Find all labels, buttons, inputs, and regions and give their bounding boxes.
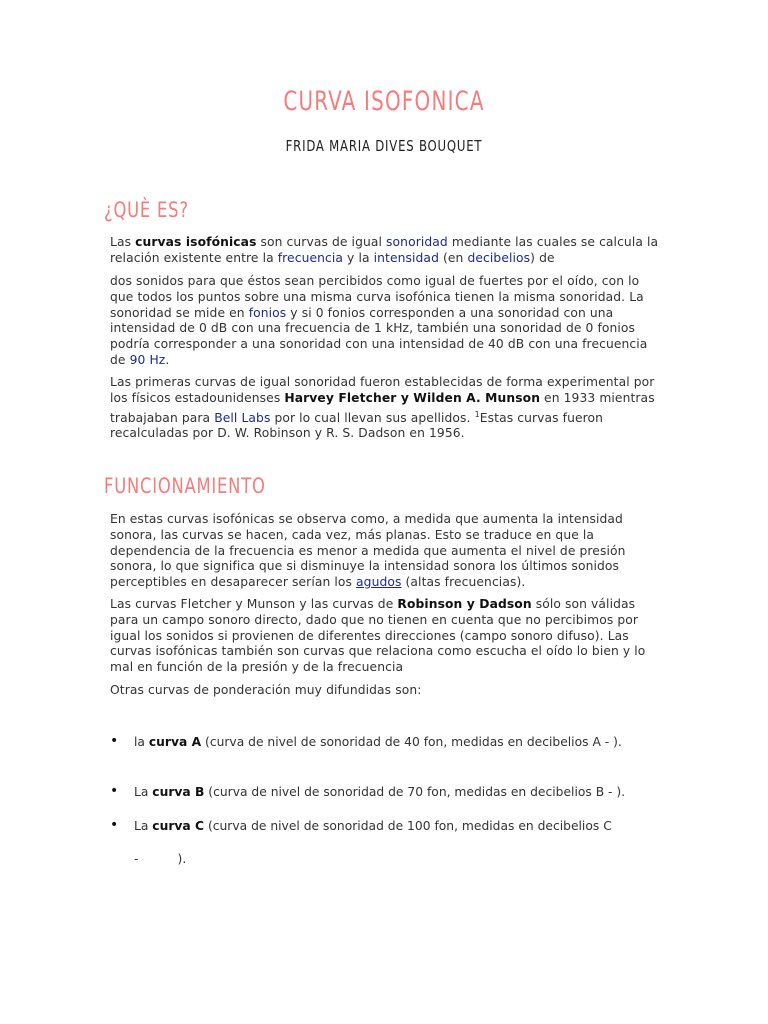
paragraph-funcionamiento: En estas curvas isofónicas se observa como, a medida que aumenta la intensidad sonora, las curvas se hacen, cada vez, más planas. Esto se traduce en que la dependencia de la frecuencia es menor a medida que aumenta el nivel de presión sonora, lo que significa que si disminuye la intensidad sonora los últimos sonidos perceptibles en desaparecer serían los agudos (altas frecuencias). — [110, 512, 626, 590]
footnote-ref[interactable]: 1 — [474, 409, 480, 419]
link-sonoridad[interactable]: sonoridad — [386, 235, 448, 249]
paragraph-definition: Las curvas isofónicas son curvas de igual sonoridad mediante las cuales se calcula la relación existente entre la frecuencia y la intensidad (en decibelios) de — [110, 235, 659, 265]
document-title: CURVA ISOFONICA — [283, 86, 485, 117]
link-bell-labs[interactable]: Bell Labs — [214, 410, 271, 425]
list-item-continuation: - ). — [134, 852, 187, 866]
bold-curva-b: curva B — [152, 785, 205, 799]
paragraph-sonoridad: dos sonidos para que éstos sean percibidos como igual de fuertes por el oído, con lo que todos los puntos sobre una misma curva isofónica tienen la misma sonoridad. La sonoridad se mide en fonios y si 0 fonios corresponden a una sonoridad con una intensidad de 0 dB con una frecuencia de 1 kHz, también una sonoridad de 0 fonios podría corresponder a una sonoridad con una intensidad de 40 dB con una frecuencia de 90 Hz. — [110, 274, 648, 367]
bullet-dot: • — [110, 817, 119, 833]
bold-curva-a: curva A — [148, 735, 202, 749]
list-item: la curva A (curva de nivel de sonoridad de 40 fon, medidas en decibelios A - ). — [134, 735, 622, 749]
bold-term: curvas isofónicas — [135, 235, 257, 249]
heading-funcionamiento: FUNCIONAMIENTO — [104, 474, 266, 498]
heading-que-es: ¿QUÈ ES? — [104, 198, 189, 222]
paragraph-validez: Las curvas Fletcher y Munson y las curvas de Robinson y Dadson sólo son válidas para un campo sonoro directo, dado que no tienen en cuenta que no percibimos por igual los sonidos si provienen de diferentes direcciones (campo sonoro difuso). Las curvas isofónicas también son curvas que relaciona como escucha el oído lo bien y lo mal en función de la presión y de la frecuencia — [110, 597, 646, 675]
link-90hz[interactable]: 90 Hz — [129, 352, 166, 367]
paragraph-history: Las primeras curvas de igual sonoridad fueron establecidas de forma experimental por los físicos estadounidenses Harvey Fletcher y Wilden A. Munson en 1933 mientras trabajaban para Bell Labs por lo cual llevan sus apellidos. $^1$Estas curvas fueron recalculadas por D. W. Robinson y R. S. Dadson en 1956. — [110, 375, 655, 441]
bold-names: Harvey Fletcher y Wilden A. Munson — [284, 390, 541, 405]
link-agudos[interactable]: agudos — [356, 575, 402, 590]
list-item: La curva C (curva de nivel de sonoridad de 100 fon, medidas en decibelios C — [134, 819, 612, 833]
paragraph-otras-curvas: Otras curvas de ponderación muy difundidas son: — [110, 683, 422, 697]
bullet-dot: • — [110, 733, 119, 749]
link-decibelios[interactable]: decibelios — [467, 250, 531, 265]
link-frecuencia[interactable]: frecuencia — [277, 250, 344, 265]
bold-robinson-dadson: Robinson y Dadson — [397, 597, 532, 611]
bullet-dot: • — [110, 783, 119, 799]
document-author: FRIDA MARIA DIVES BOUQUET — [285, 137, 483, 155]
list-item: La curva B (curva de nivel de sonoridad de 70 fon, medidas en decibelios B - ). — [134, 785, 626, 799]
link-fonios[interactable]: fonios — [248, 305, 287, 320]
link-intensidad[interactable]: intensidad — [373, 250, 439, 265]
bold-curva-c: curva C — [152, 819, 205, 833]
